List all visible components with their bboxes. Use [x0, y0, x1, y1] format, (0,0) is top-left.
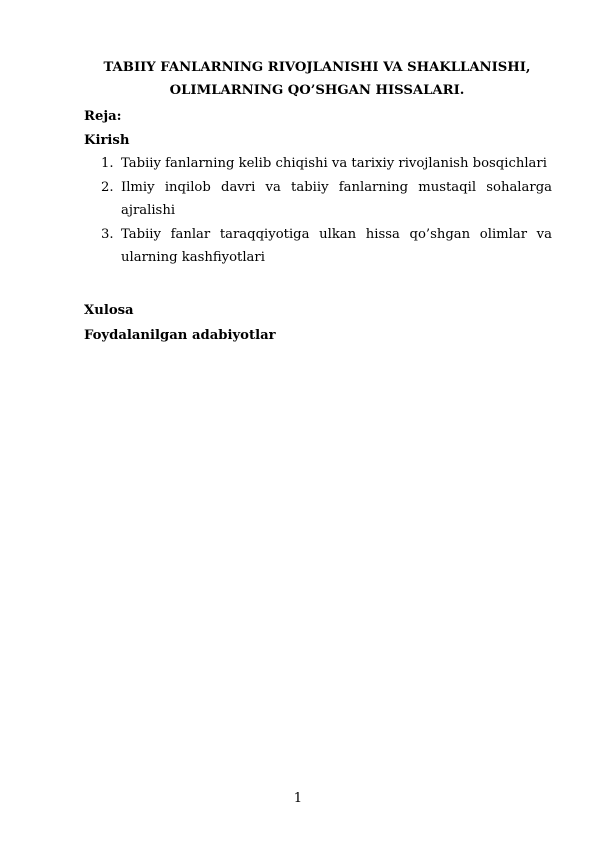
plan-item-text: Tabiiy fanlarning kelib chiqishi va tarixiy rivojlanish bosqichlari	[121, 156, 547, 171]
title-line-2: OLIMLARNING QO’SHGAN HISSALARI.	[169, 83, 465, 98]
plan-item-2	[84, 176, 552, 223]
references-heading: Foydalanilgan adabiyotlar	[84, 328, 276, 343]
plan-item-number: 2.	[101, 179, 114, 195]
plan-item-3	[84, 223, 552, 270]
plan-item-text: Tabiiy fanlar taraqqiyotiga ulkan hissa qo’shgan olimlar va ularning kashfiyotlari	[121, 226, 552, 265]
document-title	[82, 56, 552, 102]
plan-item-number: 3.	[101, 226, 114, 242]
plan-label: Reja:	[84, 109, 122, 124]
plan-item-number: 1.	[101, 156, 114, 171]
conclusion-heading: Xulosa	[84, 303, 134, 318]
plan-item-1	[84, 152, 552, 176]
plan-item-text: Ilmiy inqilob davri va tabiiy fanlarning mustaqil sohalarga ajralishi	[121, 179, 552, 218]
plan-list	[84, 152, 552, 270]
intro-heading: Kirish	[84, 133, 130, 148]
page-number: 1	[293, 791, 303, 806]
title-line-1: TABIIY FANLARNING RIVOJLANISHI VA SHAKLLANISHI,	[103, 60, 531, 75]
